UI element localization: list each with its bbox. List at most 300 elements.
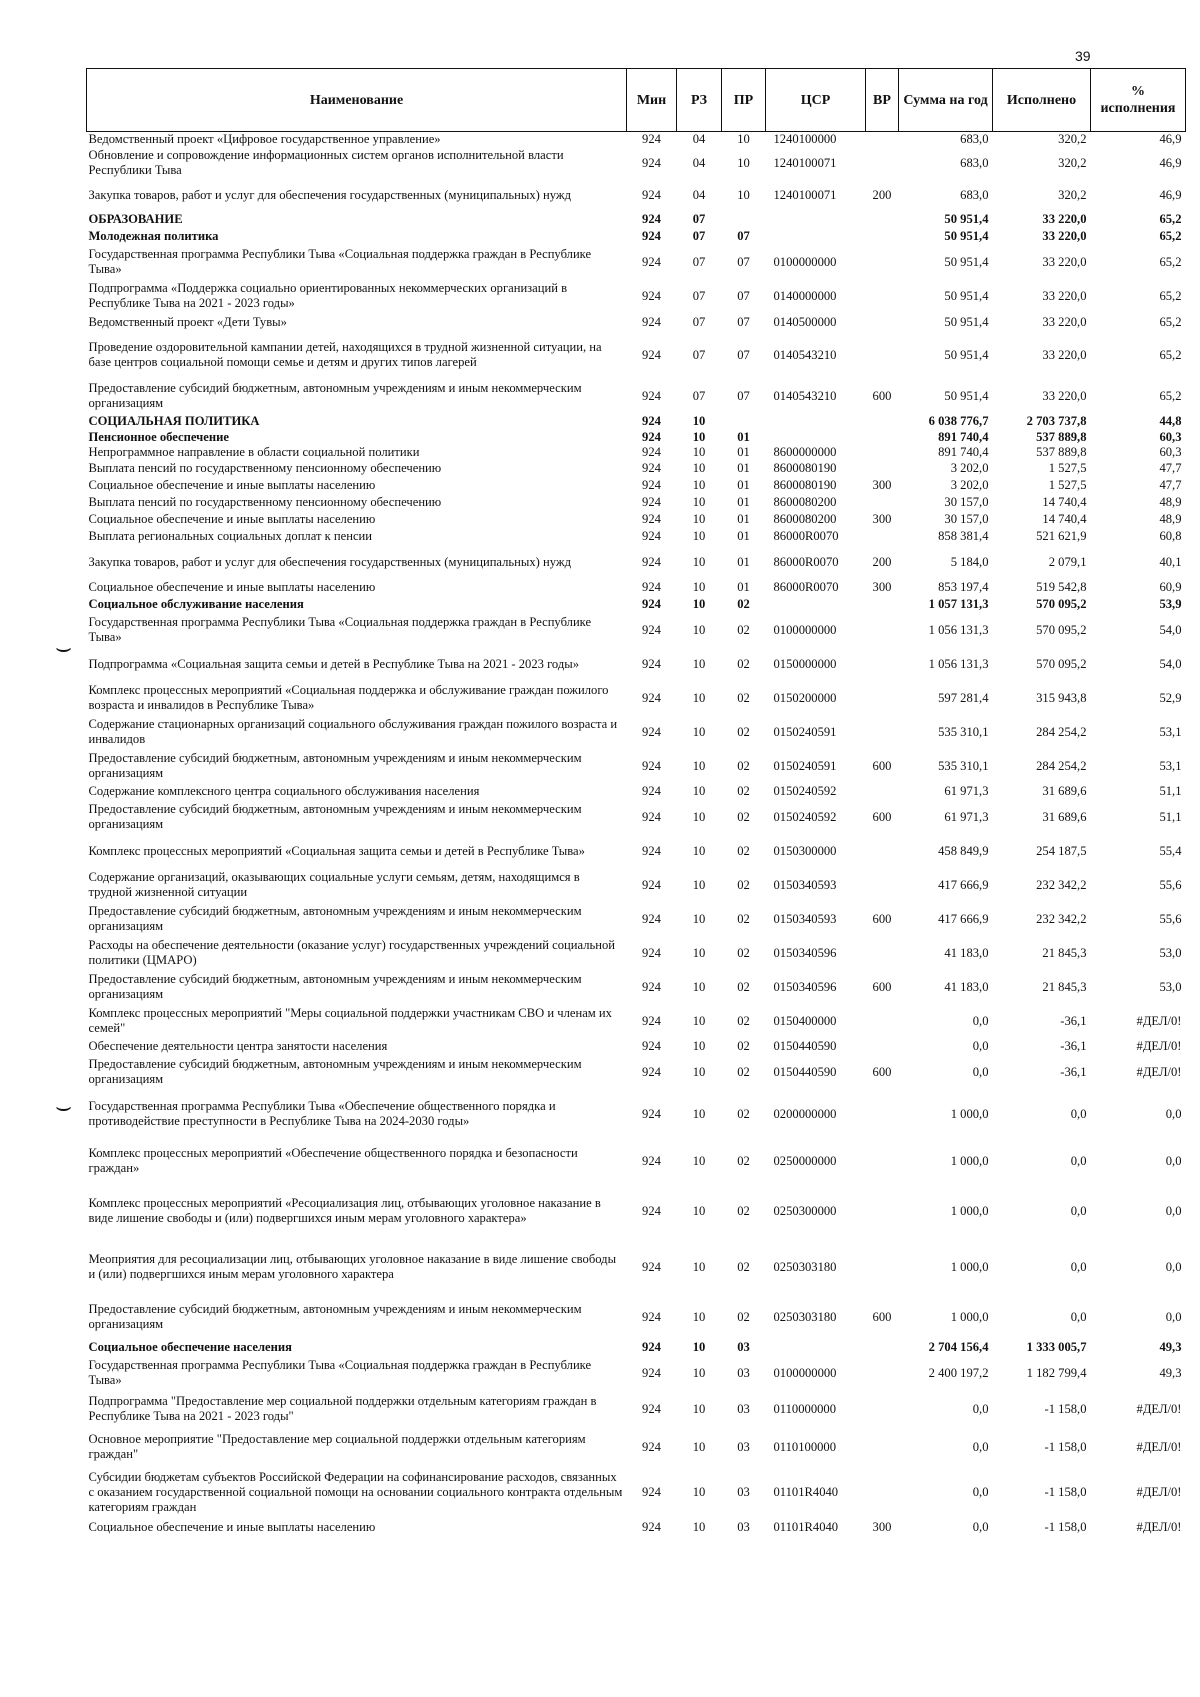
cell-pct: 46,9 bbox=[1159, 155, 1182, 170]
cell-done: -36,1 bbox=[1060, 1013, 1087, 1028]
cell-rz: 07 bbox=[692, 229, 706, 243]
cell-rz: 10 bbox=[692, 1203, 706, 1218]
cell-rz: 10 bbox=[692, 597, 706, 611]
cell-csr: 0150240591 bbox=[773, 724, 837, 739]
cell-pct: 53,0 bbox=[1159, 945, 1182, 960]
cell-pct: #ДЕЛ/0! bbox=[1136, 1064, 1182, 1079]
cell-rz: 10 bbox=[692, 1309, 706, 1324]
cell-name: Закупка товаров, работ и услуг для обеспечения государственных (муниципальных) нужд bbox=[88, 187, 571, 202]
cell-pct: #ДЕЛ/0! bbox=[1136, 1039, 1182, 1053]
cell-pct: 53,0 bbox=[1159, 979, 1182, 994]
cell-name: Выплата пенсий по государственному пенсионному обеспечению bbox=[88, 495, 442, 509]
cell-name: Подпрограмма «Поддержка социально ориентированных некоммерческих организаций в Республике Тыва на 2021 - 2023 годы» bbox=[88, 281, 568, 310]
cell-name: Непрограммное направление в области социальной политики bbox=[88, 445, 420, 459]
cell-sum: 683,0 bbox=[960, 187, 989, 202]
cell-pr: 02 bbox=[737, 1064, 750, 1079]
cell-pr: 02 bbox=[737, 1106, 750, 1121]
cell-vr bbox=[866, 331, 899, 379]
cell-csr bbox=[766, 1339, 866, 1356]
cell-sum: 535 310,1 bbox=[938, 724, 989, 739]
cell-name: Молодежная политика bbox=[88, 229, 219, 243]
table-row bbox=[87, 1183, 1186, 1239]
cell-vr bbox=[866, 460, 899, 477]
table-row bbox=[87, 528, 1186, 545]
table-row bbox=[87, 1055, 1186, 1089]
cell-vr bbox=[866, 1139, 899, 1183]
cell-csr: 01101R4040 bbox=[773, 1484, 839, 1499]
table-row bbox=[87, 430, 1186, 445]
cell-vr bbox=[866, 783, 899, 800]
cell-pct: 65,2 bbox=[1159, 388, 1182, 403]
cell-pct: 65,2 bbox=[1159, 254, 1182, 269]
cell-pr: 01 bbox=[737, 554, 750, 569]
table-row bbox=[87, 279, 1186, 313]
table-row bbox=[87, 460, 1186, 477]
cell-pr: 01 bbox=[737, 580, 750, 594]
cell-vr bbox=[866, 1089, 899, 1139]
cell-pr: 02 bbox=[737, 1259, 750, 1274]
cell-done: 315 943,8 bbox=[1036, 690, 1087, 705]
cell-csr: 0150240592 bbox=[773, 784, 837, 798]
cell-sum: 1 000,0 bbox=[950, 1106, 989, 1121]
cell-rz: 07 bbox=[692, 288, 706, 303]
cell-sum: 0,0 bbox=[972, 1013, 989, 1028]
cell-csr: 8600080200 bbox=[773, 495, 837, 509]
cell-sum: 1 000,0 bbox=[950, 1259, 989, 1274]
cell-name: Социальное обеспечение и иные выплаты населению bbox=[88, 512, 376, 526]
cell-pct: 54,0 bbox=[1159, 656, 1182, 671]
cell-min: 924 bbox=[642, 758, 661, 773]
cell-pr: 07 bbox=[737, 347, 750, 362]
cell-pr: 01 bbox=[737, 512, 750, 526]
cell-vr: 600 bbox=[872, 1309, 892, 1324]
cell-csr: 8600080190 bbox=[773, 461, 837, 475]
col-header-min: Мин bbox=[627, 69, 677, 132]
table-row bbox=[87, 228, 1186, 245]
cell-csr: 0150240591 bbox=[773, 758, 837, 773]
cell-vr bbox=[866, 494, 899, 511]
cell-csr: 0250300000 bbox=[773, 1203, 837, 1218]
cell-done: 519 542,8 bbox=[1036, 580, 1087, 594]
cell-min: 924 bbox=[642, 1259, 661, 1274]
cell-sum: 683,0 bbox=[960, 132, 989, 146]
cell-csr: 0140543210 bbox=[773, 388, 837, 403]
cell-done: 570 095,2 bbox=[1036, 656, 1087, 671]
cell-name: Комплекс процессных мероприятий «Ресоциализация лиц, отбывающих уголовное наказание в виде лишение свободы и (или) подвергшихся иным мерам уголовного характера» bbox=[88, 1196, 601, 1225]
table-row bbox=[87, 647, 1186, 681]
cell-done: 0,0 bbox=[1070, 1309, 1087, 1324]
cell-min: 924 bbox=[642, 254, 661, 269]
cell-done: -1 158,0 bbox=[1044, 1439, 1087, 1454]
cell-min: 924 bbox=[642, 347, 661, 362]
table-row bbox=[87, 800, 1186, 834]
cell-min: 924 bbox=[642, 529, 661, 543]
col-header-pct: % исполнения bbox=[1091, 69, 1186, 132]
table-row bbox=[87, 494, 1186, 511]
cell-pr: 02 bbox=[737, 758, 750, 773]
cell-vr: 600 bbox=[872, 911, 892, 926]
cell-sum: 1 057 131,3 bbox=[928, 597, 989, 611]
cell-min: 924 bbox=[642, 911, 661, 926]
table-row bbox=[87, 331, 1186, 379]
cell-vr: 300 bbox=[872, 580, 892, 594]
cell-rz: 10 bbox=[692, 529, 706, 543]
cell-name: Закупка товаров, работ и услуг для обеспечения государственных (муниципальных) нужд bbox=[88, 554, 571, 569]
cell-pr: 02 bbox=[737, 945, 750, 960]
cell-pr: 02 bbox=[737, 809, 750, 824]
cell-csr: 0140543210 bbox=[773, 347, 837, 362]
cell-pct: 40,1 bbox=[1159, 554, 1182, 569]
cell-vr bbox=[866, 211, 899, 228]
cell-name: Меоприятия для ресоциализации лиц, отбывающих уголовное наказание в виде лишение свободы и (или) подвергшихся иным мерам уголовного характера bbox=[88, 1252, 617, 1281]
table-row bbox=[87, 1139, 1186, 1183]
cell-done: 33 220,0 bbox=[1042, 254, 1087, 269]
cell-vr: 600 bbox=[872, 809, 892, 824]
cell-csr: 0150340593 bbox=[773, 911, 837, 926]
cell-csr: 0100000000 bbox=[773, 1365, 837, 1380]
cell-sum: 458 849,9 bbox=[938, 843, 989, 858]
table-row bbox=[87, 579, 1186, 596]
cell-csr: 0150440590 bbox=[773, 1064, 837, 1079]
col-header-pr: ПР bbox=[722, 69, 766, 132]
cell-rz: 10 bbox=[692, 430, 706, 444]
cell-min: 924 bbox=[642, 622, 661, 637]
cell-csr: 86000R0070 bbox=[773, 529, 839, 543]
cell-sum: 41 183,0 bbox=[944, 979, 989, 994]
cell-min: 924 bbox=[642, 1401, 661, 1416]
cell-vr: 600 bbox=[872, 979, 892, 994]
cell-vr: 300 bbox=[872, 1519, 892, 1534]
table-row bbox=[87, 1339, 1186, 1356]
cell-pct: 0,0 bbox=[1165, 1106, 1182, 1121]
cell-pr: 03 bbox=[737, 1401, 750, 1416]
table-row bbox=[87, 834, 1186, 868]
cell-name: Подпрограмма «Социальная защита семьи и детей в Республике Тыва на 2021 - 2023 годы» bbox=[88, 656, 580, 671]
cell-rz: 10 bbox=[692, 979, 706, 994]
cell-csr: 0150340593 bbox=[773, 877, 837, 892]
cell-done: 14 740,4 bbox=[1042, 495, 1087, 509]
cell-csr: 1240100000 bbox=[773, 132, 837, 146]
cell-sum: 0,0 bbox=[972, 1401, 989, 1416]
cell-done: 320,2 bbox=[1058, 155, 1087, 170]
cell-sum: 41 183,0 bbox=[944, 945, 989, 960]
cell-min: 924 bbox=[642, 580, 661, 594]
cell-min: 924 bbox=[642, 809, 661, 824]
table-row bbox=[87, 132, 1186, 148]
cell-pct: 60,9 bbox=[1159, 580, 1182, 594]
cell-csr: 0150300000 bbox=[773, 843, 837, 858]
cell-min: 924 bbox=[642, 1013, 661, 1028]
cell-rz: 10 bbox=[692, 414, 706, 428]
cell-sum: 0,0 bbox=[972, 1039, 989, 1053]
cell-vr bbox=[866, 132, 899, 148]
cell-name: Предоставление субсидий бюджетным, автономным учреждениям и иным некоммерческим организациям bbox=[88, 1057, 582, 1086]
cell-pr: 02 bbox=[737, 622, 750, 637]
cell-rz: 10 bbox=[692, 690, 706, 705]
cell-sum: 535 310,1 bbox=[938, 758, 989, 773]
cell-min: 924 bbox=[642, 597, 661, 611]
cell-done: 232 342,2 bbox=[1036, 911, 1087, 926]
cell-pct: 60,3 bbox=[1159, 445, 1182, 459]
cell-pr: 01 bbox=[737, 495, 750, 509]
cell-csr: 0110100000 bbox=[773, 1439, 837, 1454]
cell-csr: 0140500000 bbox=[773, 314, 837, 329]
table-header-row bbox=[87, 69, 1186, 132]
cell-rz: 07 bbox=[692, 347, 706, 362]
cell-sum: 3 202,0 bbox=[950, 478, 989, 492]
table-row bbox=[87, 1390, 1186, 1428]
cell-rz: 10 bbox=[692, 1484, 706, 1499]
cell-name: Содержание организаций, оказывающих социальные услуги семьям, детям, находящимся в трудной жизненной ситуации bbox=[88, 870, 580, 899]
cell-vr bbox=[866, 228, 899, 245]
cell-sum: 1 056 131,3 bbox=[928, 622, 989, 637]
cell-pr bbox=[722, 413, 766, 430]
cell-done: 33 220,0 bbox=[1042, 229, 1087, 243]
cell-rz: 10 bbox=[692, 1013, 706, 1028]
table-row bbox=[87, 681, 1186, 715]
cell-min: 924 bbox=[642, 1484, 661, 1499]
cell-sum: 50 951,4 bbox=[944, 212, 989, 226]
cell-name: Предоставление субсидий бюджетным, автономным учреждениям и иным некоммерческим организациям bbox=[88, 904, 582, 933]
table-row bbox=[87, 1428, 1186, 1466]
cell-name: Предоставление субсидий бюджетным, автономным учреждениям и иным некоммерческим организациям bbox=[88, 751, 582, 780]
cell-pr: 03 bbox=[737, 1365, 750, 1380]
cell-pct: #ДЕЛ/0! bbox=[1136, 1439, 1182, 1454]
cell-sum: 1 000,0 bbox=[950, 1309, 989, 1324]
cell-sum: 0,0 bbox=[972, 1439, 989, 1454]
cell-vr bbox=[866, 613, 899, 647]
cell-min: 924 bbox=[642, 1519, 661, 1534]
cell-name: Содержание комплексного центра социального обслуживания населения bbox=[88, 784, 480, 798]
cell-pr bbox=[722, 211, 766, 228]
cell-vr bbox=[866, 1038, 899, 1055]
cell-min: 924 bbox=[642, 430, 661, 444]
cell-pct: 48,9 bbox=[1159, 495, 1182, 509]
cell-rz: 10 bbox=[692, 554, 706, 569]
cell-rz: 10 bbox=[692, 1401, 706, 1416]
cell-pct: 44,8 bbox=[1159, 414, 1182, 428]
table-row bbox=[87, 715, 1186, 749]
cell-vr bbox=[866, 430, 899, 445]
cell-done: 0,0 bbox=[1070, 1259, 1087, 1274]
cell-min: 924 bbox=[642, 314, 661, 329]
cell-sum: 2 400 197,2 bbox=[928, 1365, 989, 1380]
cell-pct: #ДЕЛ/0! bbox=[1136, 1484, 1182, 1499]
cell-name: Предоставление субсидий бюджетным, автономным учреждениям и иным некоммерческим организациям bbox=[88, 381, 582, 410]
cell-pr: 07 bbox=[737, 288, 750, 303]
cell-rz: 10 bbox=[692, 1064, 706, 1079]
cell-min: 924 bbox=[642, 877, 661, 892]
cell-rz: 10 bbox=[692, 478, 706, 492]
cell-csr: 0150000000 bbox=[773, 656, 837, 671]
cell-done: 14 740,4 bbox=[1042, 512, 1087, 526]
cell-pct: 53,1 bbox=[1159, 724, 1182, 739]
cell-name: Комплекс процессных мероприятий «Социальная поддержка и обслуживание граждан пожилого возраста и инвалидов в Республике Тыва» bbox=[88, 683, 609, 712]
cell-name: Обновление и сопровождение информационных систем органов исполнительной власти Республики Тыва bbox=[88, 148, 564, 177]
cell-pct: 60,3 bbox=[1159, 430, 1182, 444]
cell-vr bbox=[866, 1428, 899, 1466]
cell-vr bbox=[866, 147, 899, 179]
cell-sum: 891 740,4 bbox=[938, 445, 989, 459]
cell-pct: 53,1 bbox=[1159, 758, 1182, 773]
cell-csr: 8600000000 bbox=[773, 445, 837, 459]
col-header-sum: Сумма на год bbox=[899, 69, 993, 132]
cell-csr bbox=[766, 211, 866, 228]
cell-done: 21 845,3 bbox=[1042, 979, 1087, 994]
cell-rz: 10 bbox=[692, 724, 706, 739]
cell-name: Расходы на обеспечение деятельности (оказание услуг) государственных учреждений социальной политики (ЦМАРО) bbox=[88, 938, 616, 967]
cell-vr: 600 bbox=[872, 758, 892, 773]
cell-sum: 61 971,3 bbox=[944, 784, 989, 798]
cell-vr bbox=[866, 1466, 899, 1518]
cell-vr bbox=[866, 413, 899, 430]
cell-vr bbox=[866, 1239, 899, 1295]
cell-rz: 04 bbox=[692, 187, 706, 202]
cell-pct: #ДЕЛ/0! bbox=[1136, 1013, 1182, 1028]
cell-vr bbox=[866, 445, 899, 460]
table-row bbox=[87, 936, 1186, 970]
table-row bbox=[87, 511, 1186, 528]
cell-pct: 60,8 bbox=[1159, 529, 1182, 543]
cell-sum: 853 197,4 bbox=[938, 580, 989, 594]
cell-rz: 04 bbox=[692, 155, 706, 170]
cell-csr bbox=[766, 596, 866, 613]
cell-vr: 200 bbox=[872, 554, 892, 569]
cell-min: 924 bbox=[642, 1039, 661, 1053]
cell-min: 924 bbox=[642, 724, 661, 739]
cell-pct: 51,1 bbox=[1159, 809, 1182, 824]
cell-min: 924 bbox=[642, 229, 661, 243]
cell-pct: 55,6 bbox=[1159, 877, 1182, 892]
cell-pct: 55,4 bbox=[1159, 843, 1182, 858]
cell-vr bbox=[866, 715, 899, 749]
table-row bbox=[87, 545, 1186, 579]
cell-vr bbox=[866, 834, 899, 868]
cell-done: 2 079,1 bbox=[1048, 554, 1087, 569]
cell-name: Государственная программа Республики Тыва «Обеспечение общественного порядка и противодействие преступности в Республике Тыва на 2024-2030 годы» bbox=[88, 1099, 556, 1128]
cell-pct: 0,0 bbox=[1165, 1153, 1182, 1168]
cell-pr: 02 bbox=[737, 1039, 750, 1053]
cell-csr: 0250303180 bbox=[773, 1309, 837, 1324]
cell-csr: 0150240592 bbox=[773, 809, 837, 824]
cell-rz: 10 bbox=[692, 1106, 706, 1121]
table-row bbox=[87, 902, 1186, 936]
cell-csr: 86000R0070 bbox=[773, 554, 839, 569]
cell-pr: 02 bbox=[737, 1013, 750, 1028]
table-row bbox=[87, 147, 1186, 179]
cell-csr: 86000R0070 bbox=[773, 580, 839, 594]
cell-sum: 5 184,0 bbox=[950, 554, 989, 569]
budget-table bbox=[86, 68, 1186, 1536]
table-row bbox=[87, 596, 1186, 613]
cell-sum: 1 000,0 bbox=[950, 1153, 989, 1168]
cell-pr: 02 bbox=[737, 784, 750, 798]
table-row bbox=[87, 445, 1186, 460]
cell-rz: 10 bbox=[692, 495, 706, 509]
table-row bbox=[87, 245, 1186, 279]
cell-rz: 07 bbox=[692, 212, 706, 226]
cell-pr: 02 bbox=[737, 1153, 750, 1168]
cell-vr bbox=[866, 1183, 899, 1239]
cell-name: ОБРАЗОВАНИЕ bbox=[88, 212, 183, 226]
cell-min: 924 bbox=[642, 784, 661, 798]
table-row bbox=[87, 179, 1186, 211]
col-header-vr: ВР bbox=[866, 69, 899, 132]
cell-pct: 54,0 bbox=[1159, 622, 1182, 637]
cell-sum: 50 951,4 bbox=[944, 229, 989, 243]
cell-min: 924 bbox=[642, 414, 661, 428]
cell-min: 924 bbox=[642, 690, 661, 705]
cell-pct: 52,9 bbox=[1159, 690, 1182, 705]
cell-vr: 200 bbox=[872, 187, 892, 202]
cell-min: 924 bbox=[642, 478, 661, 492]
cell-vr: 300 bbox=[872, 512, 892, 526]
table-row bbox=[87, 477, 1186, 494]
cell-pr: 02 bbox=[737, 1203, 750, 1218]
cell-done: 320,2 bbox=[1058, 132, 1087, 146]
cell-pct: 47,7 bbox=[1159, 478, 1182, 492]
cell-pr: 03 bbox=[737, 1484, 750, 1499]
cell-pct: 46,9 bbox=[1159, 187, 1182, 202]
cell-rz: 10 bbox=[692, 656, 706, 671]
cell-rz: 10 bbox=[692, 877, 706, 892]
cell-rz: 10 bbox=[692, 758, 706, 773]
col-header-name: Наименование bbox=[87, 69, 627, 132]
cell-name: Социальное обеспечение и иные выплаты населению bbox=[88, 580, 376, 594]
cell-done: 232 342,2 bbox=[1036, 877, 1087, 892]
cell-csr: 0150340596 bbox=[773, 979, 837, 994]
cell-done: 21 845,3 bbox=[1042, 945, 1087, 960]
cell-csr: 1240100071 bbox=[773, 155, 837, 170]
cell-pct: 0,0 bbox=[1165, 1309, 1182, 1324]
cell-pct: 49,3 bbox=[1159, 1340, 1182, 1354]
cell-name: Выплата региональных социальных доплат к пенсии bbox=[88, 529, 373, 543]
cell-csr: 0140000000 bbox=[773, 288, 837, 303]
cell-vr bbox=[866, 279, 899, 313]
cell-pct: 53,9 bbox=[1159, 597, 1182, 611]
cell-min: 924 bbox=[642, 445, 661, 459]
cell-name: Предоставление субсидий бюджетным, автономным учреждениям и иным некоммерческим организациям bbox=[88, 1302, 582, 1331]
cell-csr: 0250000000 bbox=[773, 1153, 837, 1168]
cell-name: Обеспечение деятельности центра занятости населения bbox=[88, 1039, 388, 1053]
cell-done: -36,1 bbox=[1060, 1039, 1087, 1053]
cell-sum: 1 056 131,3 bbox=[928, 656, 989, 671]
col-header-rz: РЗ bbox=[677, 69, 722, 132]
cell-rz: 07 bbox=[692, 254, 706, 269]
cell-rz: 10 bbox=[692, 461, 706, 475]
cell-done: -1 158,0 bbox=[1044, 1401, 1087, 1416]
cell-sum: 50 951,4 bbox=[944, 254, 989, 269]
cell-pct: 51,1 bbox=[1159, 784, 1182, 798]
cell-sum: 891 740,4 bbox=[938, 430, 989, 444]
cell-pr: 10 bbox=[737, 187, 750, 202]
cell-pct: 49,3 bbox=[1159, 1365, 1182, 1380]
cell-rz: 10 bbox=[692, 1340, 706, 1354]
cell-min: 924 bbox=[642, 288, 661, 303]
cell-vr bbox=[866, 1356, 899, 1390]
cell-name: Предоставление субсидий бюджетным, автономным учреждениям и иным некоммерческим организациям bbox=[88, 972, 582, 1001]
cell-pr: 10 bbox=[737, 155, 750, 170]
table-row bbox=[87, 613, 1186, 647]
cell-done: 31 689,6 bbox=[1042, 809, 1087, 824]
cell-sum: 30 157,0 bbox=[944, 512, 989, 526]
cell-vr bbox=[866, 245, 899, 279]
cell-sum: 50 951,4 bbox=[944, 288, 989, 303]
cell-pr: 02 bbox=[737, 843, 750, 858]
cell-rz: 10 bbox=[692, 512, 706, 526]
cell-done: 33 220,0 bbox=[1042, 212, 1087, 226]
table-row bbox=[87, 783, 1186, 800]
